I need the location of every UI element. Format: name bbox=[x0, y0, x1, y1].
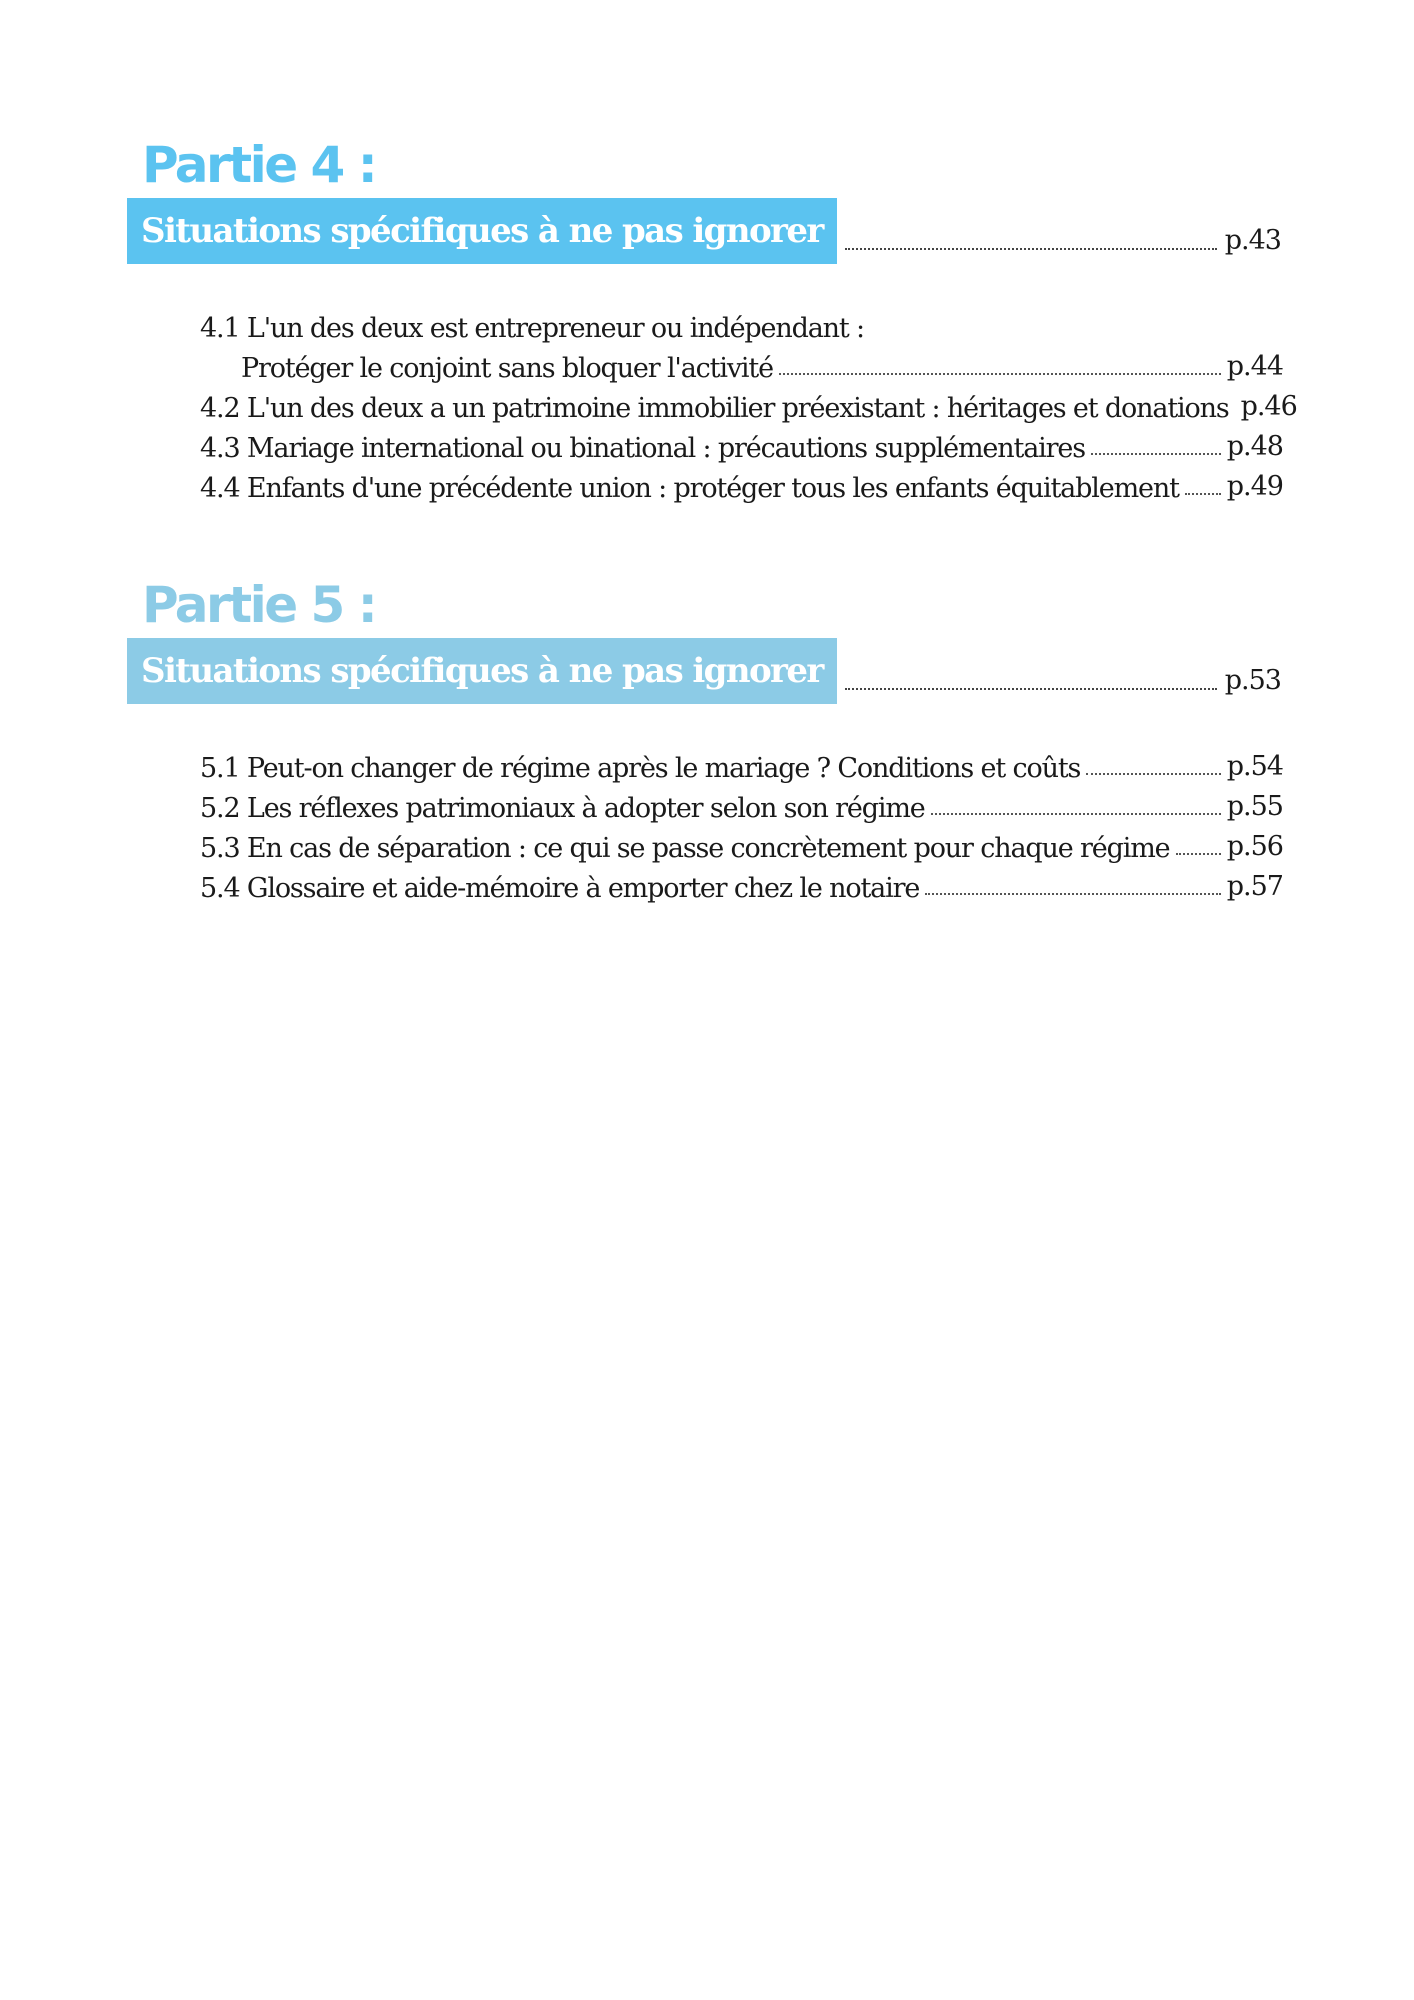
toc-entry-4-1[interactable] bbox=[200, 344, 1283, 384]
part-5-title: Partie 5 : bbox=[142, 576, 376, 634]
part-4-title: Partie 4 : bbox=[142, 136, 376, 194]
toc-entry-page: p.56 bbox=[1226, 831, 1283, 862]
part-5-page-ref[interactable]: p.53 bbox=[1224, 665, 1281, 696]
toc-entry-label: 4.4 Enfants d'une précédente union : protéger tous les enfants équitablement bbox=[200, 473, 1179, 504]
part-5-heading[interactable]: Situations spécifiques à ne pas ignorer bbox=[127, 638, 837, 704]
leader-dots bbox=[1086, 773, 1221, 775]
toc-entry-5-1[interactable] bbox=[200, 744, 1283, 784]
toc-entry-page: p.44 bbox=[1226, 351, 1283, 382]
toc-entry-page: p.54 bbox=[1226, 751, 1283, 782]
part-4-page-ref[interactable]: p.43 bbox=[1224, 225, 1281, 256]
leader-dots bbox=[779, 373, 1221, 375]
leader-dots bbox=[931, 813, 1221, 815]
leader-dots bbox=[1185, 493, 1221, 495]
leader-dots bbox=[925, 893, 1221, 895]
part-5-toc-list bbox=[200, 744, 1283, 904]
part-5-heading-row[interactable] bbox=[127, 638, 1281, 704]
toc-entry-page: p.55 bbox=[1226, 791, 1283, 822]
toc-entry-page: p.57 bbox=[1226, 871, 1283, 902]
toc-entry-page: p.48 bbox=[1226, 431, 1283, 462]
part-4-toc-list bbox=[200, 304, 1297, 504]
toc-entry-5-3[interactable] bbox=[200, 824, 1283, 864]
part-4-leader-dots bbox=[845, 248, 1217, 250]
toc-entry-5-4[interactable] bbox=[200, 864, 1283, 904]
toc-entry-label: 4.1 L'un des deux est entrepreneur ou indépendant : bbox=[200, 313, 864, 344]
part-5-leader-dots bbox=[845, 688, 1217, 690]
leader-dots bbox=[1176, 853, 1221, 855]
toc-entry-4-1-title[interactable] bbox=[200, 304, 1283, 344]
toc-entry-4-4[interactable] bbox=[200, 464, 1283, 504]
toc-entry-label: 4.2 L'un des deux a un patrimoine immobilier préexistant : héritages et donations bbox=[200, 393, 1229, 424]
toc-entry-4-2[interactable] bbox=[200, 384, 1297, 424]
toc-entry-label: Protéger le conjoint sans bloquer l'activité bbox=[241, 353, 773, 384]
leader-dots bbox=[1091, 453, 1221, 455]
toc-entry-page: p.46 bbox=[1240, 391, 1297, 422]
toc-entry-5-2[interactable] bbox=[200, 784, 1283, 824]
part-4-heading-row[interactable] bbox=[127, 198, 1281, 264]
toc-entry-page: p.49 bbox=[1226, 471, 1283, 502]
toc-entry-label: 5.4 Glossaire et aide-mémoire à emporter chez le notaire bbox=[200, 873, 920, 904]
toc-entry-4-3[interactable] bbox=[200, 424, 1283, 464]
toc-entry-label: 4.3 Mariage international ou binational : précautions supplémentaires bbox=[200, 433, 1085, 464]
part-4-heading[interactable]: Situations spécifiques à ne pas ignorer bbox=[127, 198, 837, 264]
toc-entry-label: 5.3 En cas de séparation : ce qui se passe concrètement pour chaque régime bbox=[200, 833, 1170, 864]
toc-entry-label: 5.1 Peut-on changer de régime après le mariage ? Conditions et coûts bbox=[200, 753, 1081, 784]
toc-entry-label: 5.2 Les réflexes patrimoniaux à adopter selon son régime bbox=[200, 793, 925, 824]
